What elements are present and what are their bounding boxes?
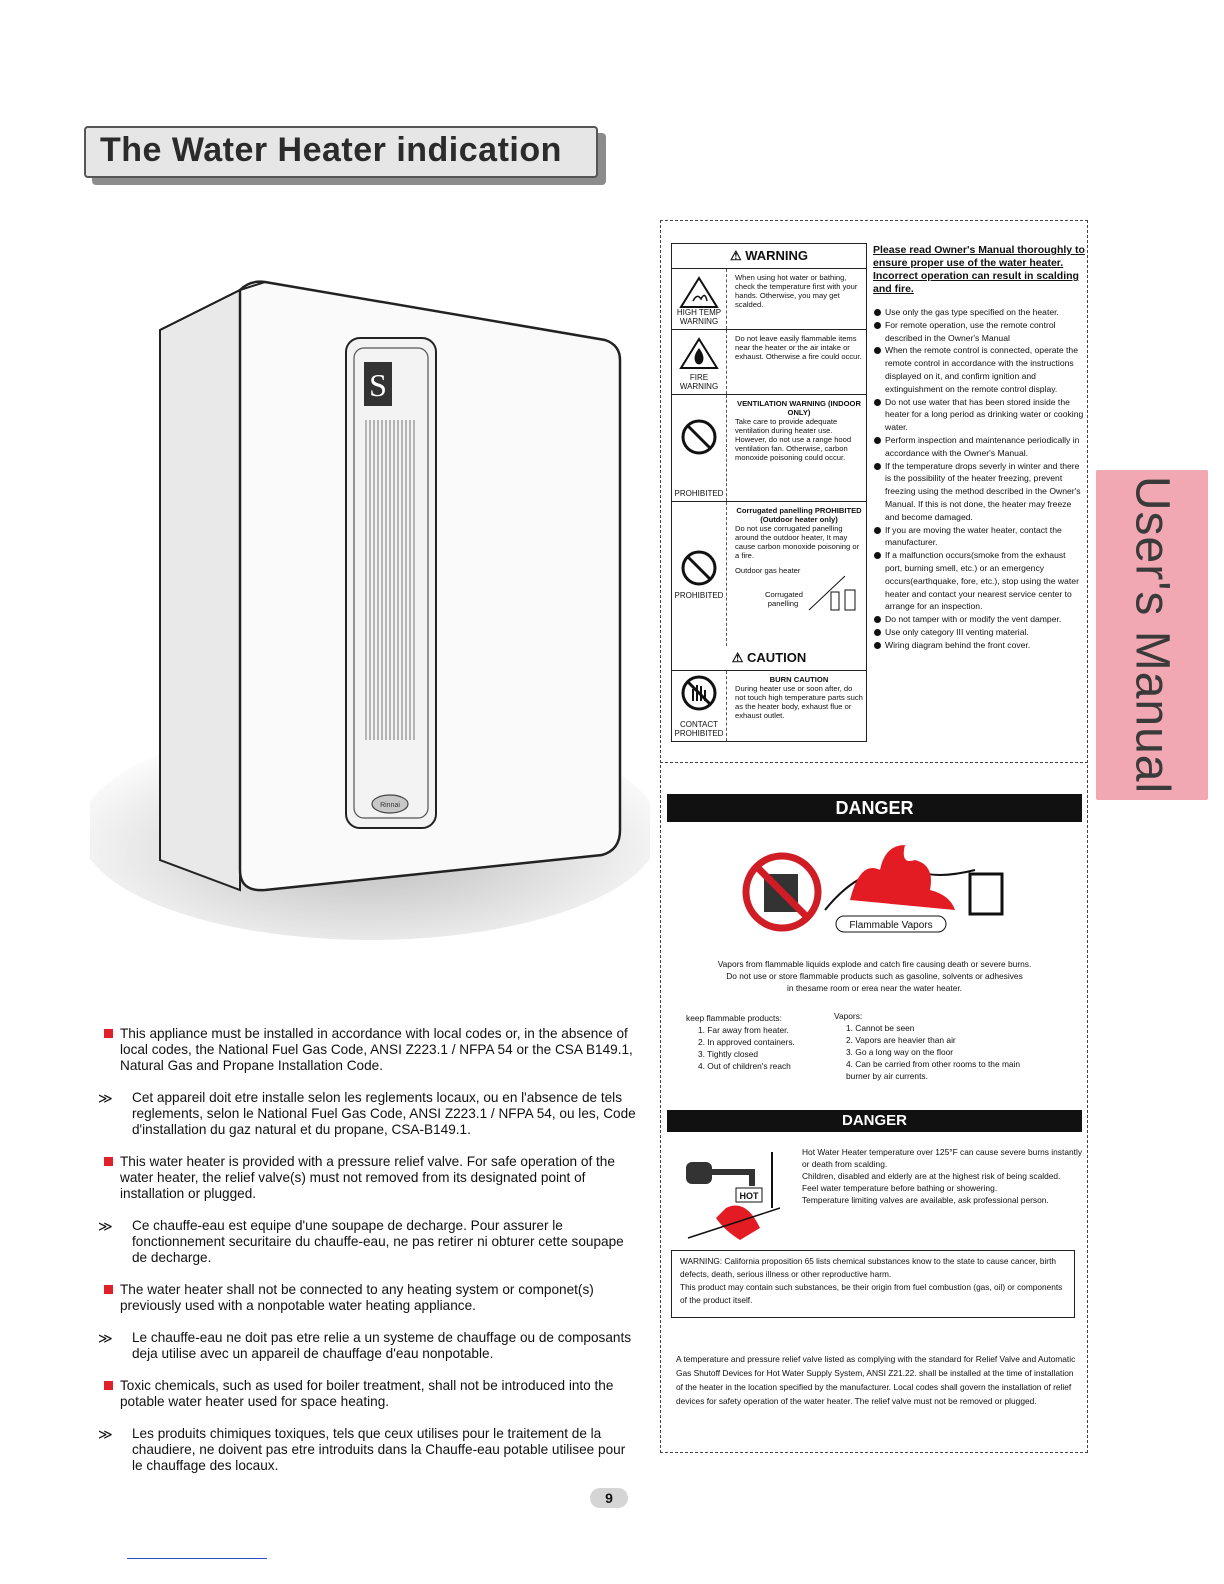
warning-table [671,243,867,742]
owner-instructions [873,244,1085,652]
note-fr: ≫ Le chauffe-eau ne doit pas etre relie a un systeme de chauffage ou de composants deja utilise avec un appareil de chauffage d'eau nonpotable. [98,1330,632,1361]
heater-brand: Rinnai [380,802,400,809]
flammable-vapors-figure [740,840,1010,940]
instruction-item: If you are moving the water heater, contact the manufacturer. [873,524,1085,550]
instruction-item: Use only the gas type specified on the heater. [873,306,1085,319]
users-manual-tab [1096,470,1208,800]
installation-notes [98,1026,639,1490]
instruction-item: If the temperature drops severly in winter and there is the possibility of the heater freezing, prevent freezing using the method described in the Owner's Manual. If this is not done, the heater may freeze and become damaged. [873,460,1085,524]
warning-header: ⚠ WARNING [729,248,809,263]
side-tab-label: User's Manual [1125,475,1179,795]
instruction-item: For remote operation, use the remote control described in the Owner's Manual [873,319,1085,345]
warning-row: FIRE WARNING Do not leave easily flammable items near the heater or the air intake or exhaust. Otherwise a fire could occur. [672,329,866,394]
flammable-vapors-label: Flammable Vapors [849,920,933,931]
keep-flammable-list: keep flammable products: 1. Far away from heater. 2. In approved containers. 3. Tightly closed 4. Out of children's reach [686,1013,795,1071]
instruction-item: If a malfunction occurs(smoke from the exhaust port, burning smell, etc.) or an emergency occurs(earthquake, fore, etc.), stop using the water heater and contact your nearest service center to arrange for an inspection. [873,549,1085,613]
instructions-heading: Please read Owner's Manual thoroughly to ensure proper use of the water heater. Incorrect operation can result in scalding and fire. [873,244,1085,295]
note-fr: ≫ Cet appareil doit etre installe selon les reglements locaux, ou en l'absence de tels reglements, selon le National Fuel Gas Code, ANSI Z223.1 / NFPA 54, ou les, Code d'installation du gaz natural et du propane, CSA-B149.1. [98,1090,636,1137]
instruction-item: Use only category III venting material. [873,626,1085,639]
instruction-item: Do not tamper with or modify the vent damper. [873,613,1085,626]
footer-line [127,1558,267,1559]
prohibited-icon [679,417,719,457]
flammable-vapors-icon [740,840,1010,940]
page-title-box [84,126,598,178]
frame-divider [660,762,1088,763]
note-en: This appliance must be installed in accordance with local codes or, in the absence of local codes, the National Fuel Gas Code, ANSI Z223.1 / NFPA 54 or the CSA B149.1, Natural Gas and Propane Installation Code. [104,1026,639,1074]
warning-row: PROHIBITED Corrugated panelling PROHIBITED (Outdoor heater only) Do not use corrugated panelling around the outdoor heater, It may cause carbon monoxide poisoning or a fire. Outdoor gas heater Corrugated panelling [672,501,866,646]
caution-row: CONTACT PROHIBITED BURN CAUTION During heater use or soon after, do not touch high temperature parts such as the heater body, exhaust flue or exhaust outlet. [672,670,866,741]
note-en: Toxic chemicals, such as used for boiler treatment, shall not be introduced into the potable water heater used for space heating. [104,1378,639,1410]
fire-icon [679,336,719,370]
california-warning-box: WARNING: California proposition 65 lists chemical substances know to the state to cause cancer, birth defects, death, serious illness or other reproductive harm. This product may contain such substances, be their origin from fuel combustion (gas, oil) or components of the product itself. [671,1250,1075,1318]
note-fr: ≫ Ce chauffe-eau est equipe d'une soupape de decharge. Pour assurer le fonctionnement securitaire du chauffe-eau, ne pas retirer ni obturer cette soupape de decharge. [98,1218,624,1265]
caution-header: ⚠ CAUTION [731,650,807,665]
heater-logo: S [369,367,387,403]
note-en: This water heater is provided with a pressure relief valve. For safe operation of the water heater, the relief valve(s) must not removed from its designated point of installation or plugged. [104,1154,639,1202]
warning-row: PROHIBITED VENTILATION WARNING (INDOOR ONLY) Take care to provide adequate ventilation during heater use. However, do not use a range hood ventilation fan. Otherwise, carbon monoxide poisoning could occur. [672,394,866,501]
instruction-item: Do not use water that has been stored inside the heater for a long period as drinking water or cooking water. [873,396,1085,434]
note-fr: ≫ Les produits chimiques toxiques, tels que ceux utilises pour le traitement de la chaudiere, ne doivent pas etre introduits dans la Chauffe-eau potable utilisee pour le chauffage des locaux. [98,1426,626,1473]
note-en: The water heater shall not be connected to any heating system or componet(s) previously used with a nonpotable water heating appliance. [104,1282,639,1314]
hot-label: HOT [739,1191,759,1201]
page-number: 9 [590,1488,628,1508]
scalding-figure [680,1148,790,1243]
instruction-item: Wiring diagram behind the front cover. [873,639,1085,652]
warning-row: HIGH TEMP WARNING When using hot water or bathing, check the temperature first with your hands. Otherwise, you may get scalded. [672,268,866,329]
danger-header: DANGER [667,1110,1082,1132]
scalding-text: Hot Water Heater temperature over 125°F can cause severe burns instantly or death from scalding. Children, disabled and elderly are at the highest risk of being scalded. Feel water temperature before bathing or showering. Temperature limiting valves are available, ask professional person. [802,1147,1083,1205]
prohibited-icon [679,548,719,588]
outdoor-heater-icon [805,570,865,614]
water-heater-illustration [90,270,650,950]
vapors-list: Vapors: 1. Cannot be seen 2. Vapors are heavier than air 3. Go a long way on the floor 4. Can be carried from other rooms to the main burner by air currents. [834,1011,1021,1081]
high-temp-icon [679,275,719,309]
danger-header: DANGER [667,794,1082,822]
relief-valve-text: A temperature and pressure relief valve listed as complying with the standard for Relief Valve and Automatic Gas Shutoff Devices for Hot Water Supply System, ANSI Z21.22. shall be installed at the time of installation of the heater in the location specified by the manufacturer. Local codes shall govern the installation of relief devices for safety operation of the water heater. The relief valve must not be removed or plugged. [676,1354,1076,1406]
corrugated-figure: Outdoor gas heater Corrugated panelling [735,564,863,614]
instruction-item: When the remote control is connected, operate the remote control in accordance with the instructions displayed on it, and confirm ignition and extinguishment on the remote control display. [873,344,1085,395]
page-title: The Water Heater indication [100,131,562,169]
instruction-item: Perform inspection and maintenance periodically in accordance with the Owner's Manual. [873,434,1085,460]
danger1-text: Vapors from flammable liquids explode and catch fire causing death or severe burns. Do not use or store flammable products such as gasoline, solvents or adhesives in thesame room or erea near the water heater. [717,959,1032,993]
no-touch-icon [679,673,719,713]
hot-water-icon [680,1148,790,1243]
